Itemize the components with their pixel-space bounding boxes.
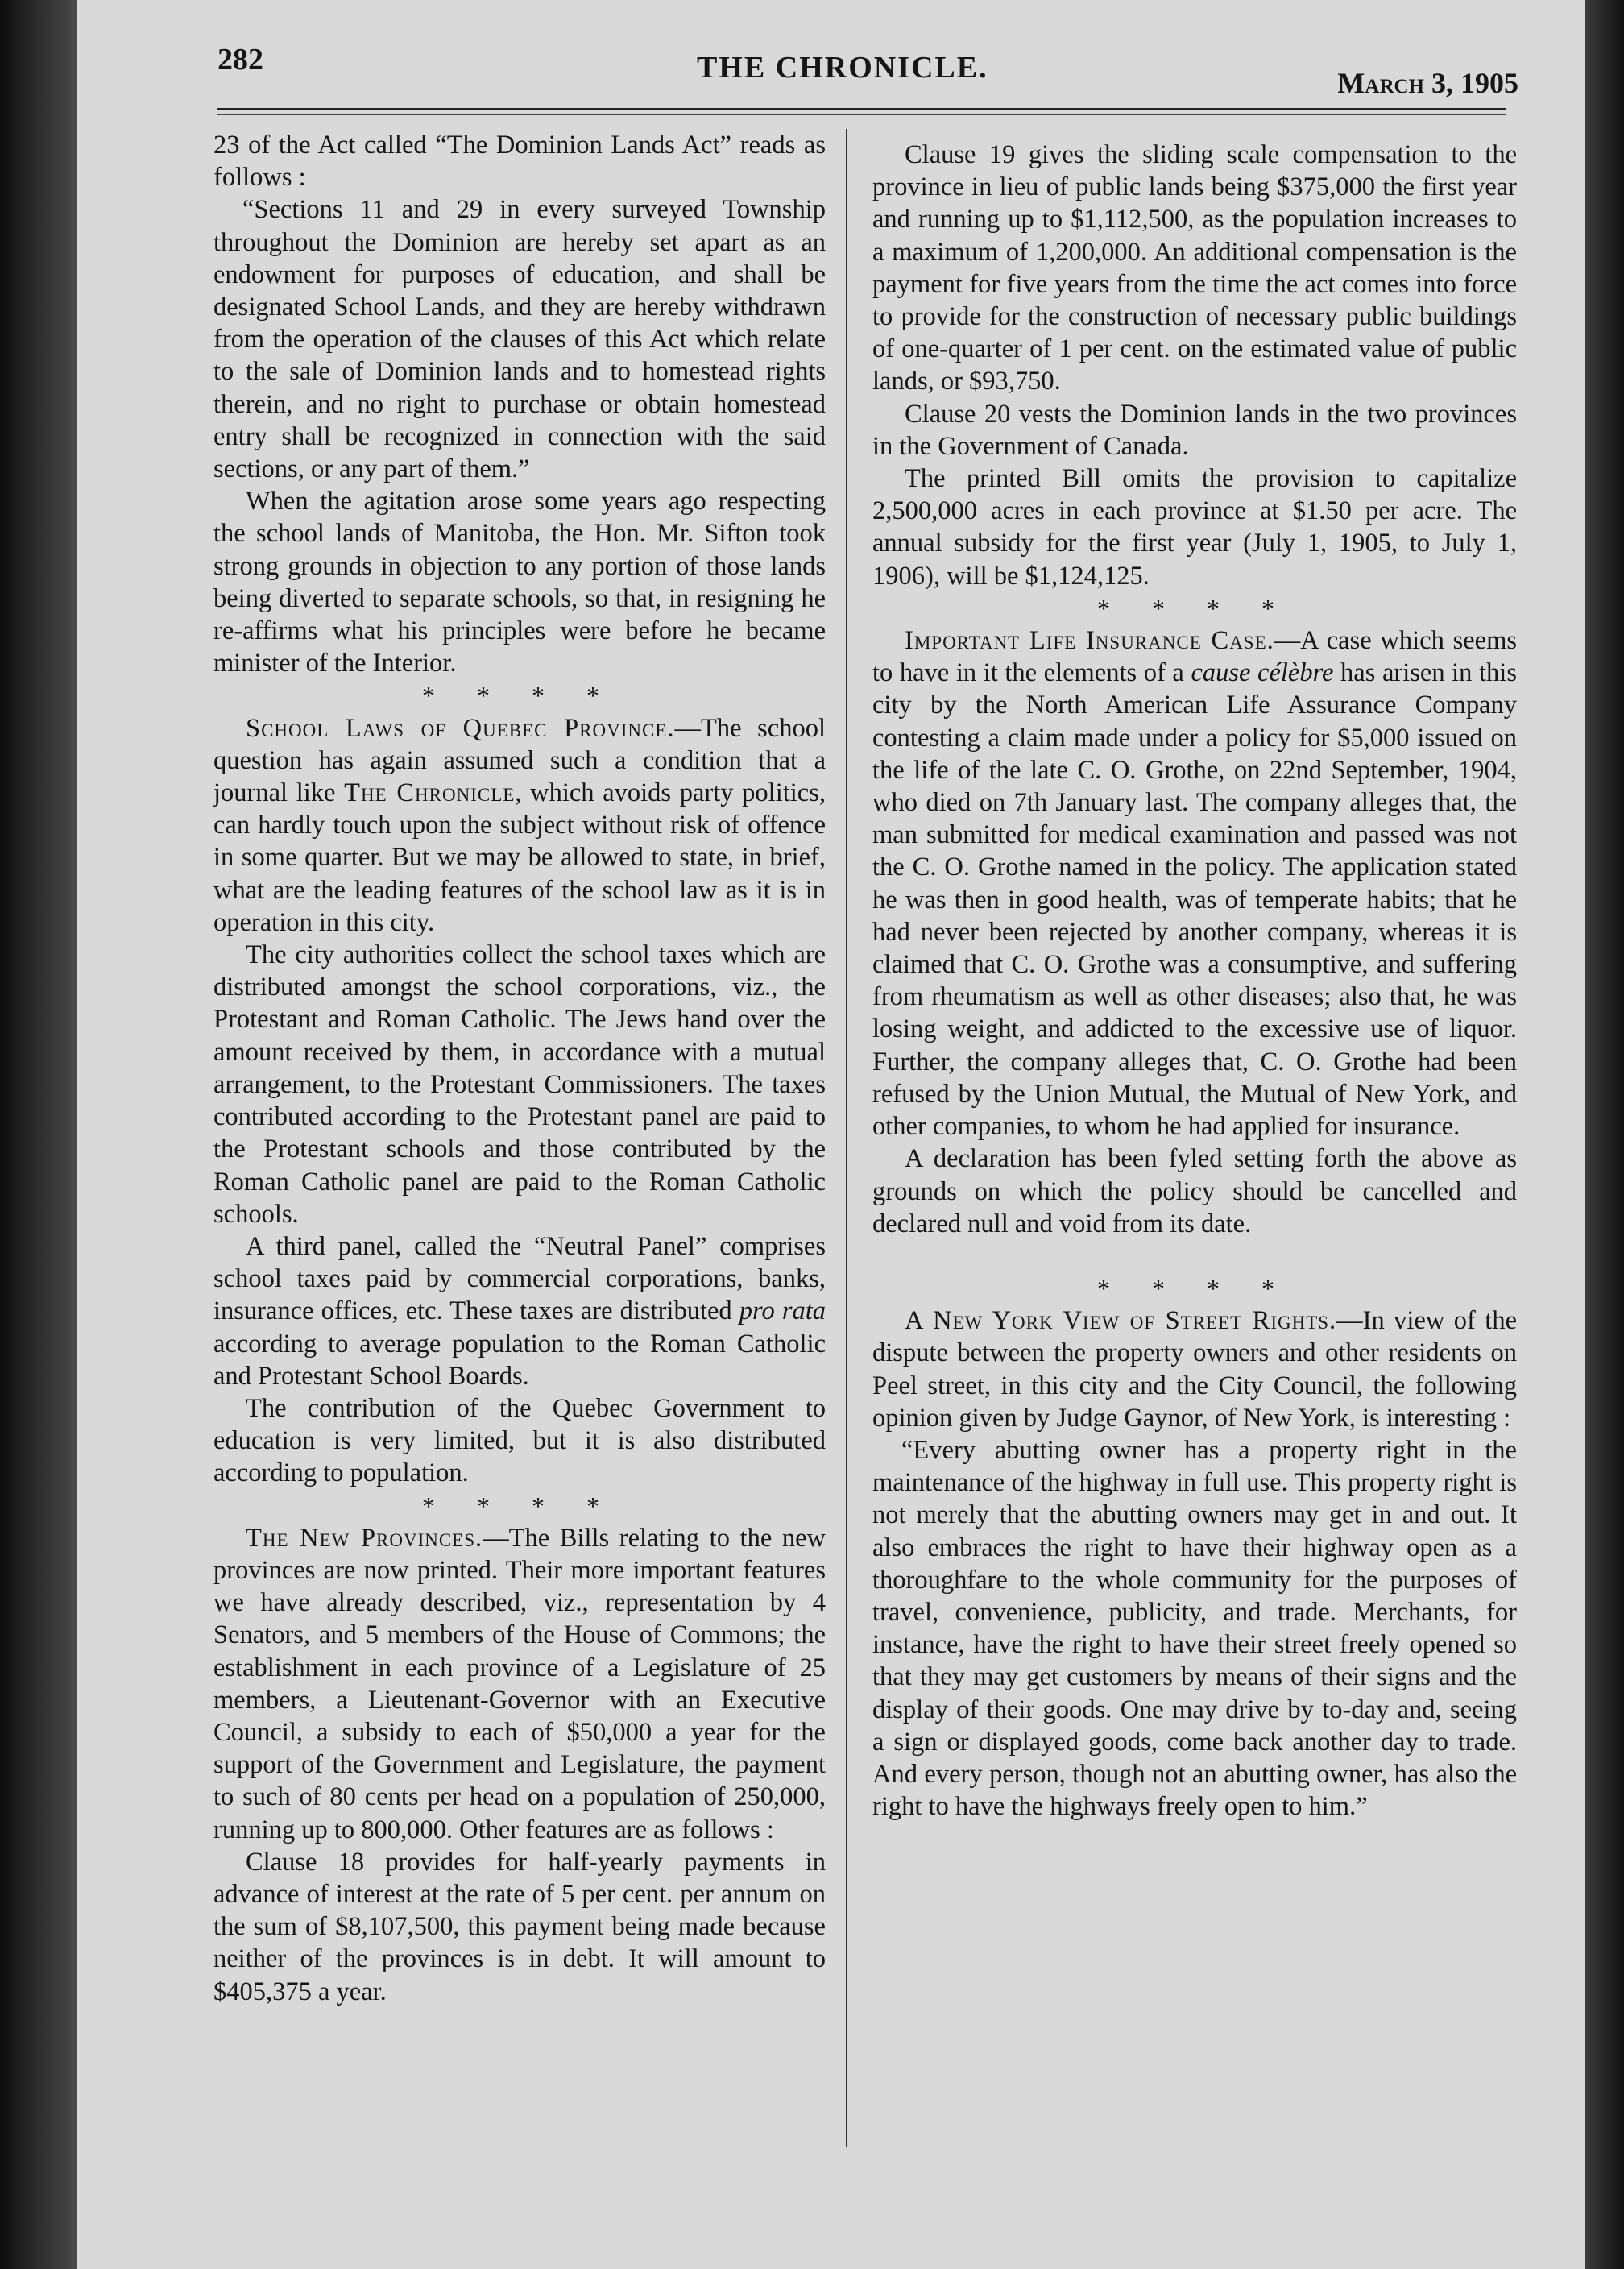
paragraph: The printed Bill omits the provision to capitalize 2,500,000 acres in each province at $1.50 per acre. The annual subsidy for the first year (July 1, 1905, to July 1, 1906), will be $1,124,125. [872, 464, 1517, 591]
newspaper-page [77, 0, 1585, 2269]
italic-phrase: cause célèbre [1191, 658, 1334, 688]
article-new-provinces [213, 1522, 826, 1846]
article-text: —A case which seems to have in it the elements of a [872, 626, 1517, 688]
left-column [213, 129, 826, 2008]
quoted-paragraph: “Sections 11 and 29 in every surveyed Township throughout the Dominion are hereby set apart as an endowment for purposes of education, and shall be designated School Lands, and they are hereby withdrawn from the operation of the clauses of this Act which relate to the sale of Dominion lands and to homestead rights therein, and no right to purchase or obtain homestead entry shall be recognized in connection with the said sections, or any part of them.” [213, 195, 826, 484]
article-text: according to average population to the Roman Catholic and Protestant School Boards. [213, 1329, 826, 1391]
article-heading: A New York View of Street Rights. [905, 1306, 1337, 1336]
journal-name: The Chronicle [344, 778, 516, 808]
publication-title: THE CHRONICLE. [697, 51, 988, 85]
article-text: A third panel, called the “Neutral Panel” comprises school taxes paid by commercial corporations, banks, insurance offices, etc. These taxes are distributed [213, 1231, 826, 1326]
section-divider-stars: * * * * [1097, 593, 1292, 623]
article-heading: School Laws of Quebec Province. [246, 713, 675, 743]
article-text: —The Bills relating to the new provinces are now printed. Their more important features we have already described, viz., representation by 4 Senators, and 5 members of the House of Commons; the establishment in each province of a Legislature of 25 members, a Lieutenant-Governor with an Executive Council, a subsidy to each of $50,000 a year for the support of the Government and Legislature, the payment to such of 80 cents per head on a population of 250,000, running up to 800,000. Other features are as follows : [213, 1523, 826, 1844]
right-column [872, 139, 1517, 1823]
scan-edge-shadow [1585, 0, 1624, 2269]
paragraph: 23 of the Act called “The Dominion Lands Act” reads as follows : [213, 131, 826, 193]
article-school-laws [213, 712, 826, 939]
section-divider-stars: * * * * [1097, 1273, 1292, 1303]
article-street-rights [872, 1305, 1517, 1434]
page-number: 282 [218, 43, 263, 77]
article-text: —In view of the dispute between the property owners and other residents on Peel street, in this city and the City Council, the following opinion given by Judge Gaynor, of New York, is interesting : [872, 1306, 1517, 1433]
page-header [77, 42, 1518, 98]
paragraph: The city authorities collect the school taxes which are distributed amongst the school corporations, viz., the Protestant and Roman Catholic. The Jews hand over the amount received by them, in accordance with a mutual arrangement, to the Protestant Commissioners. The taxes contributed according to the Protestant panel are paid to the Protestant schools and those contributed by the Roman Catholic panel are paid to the Roman Catholic schools. [213, 940, 826, 1229]
article-text: has arisen in this city by the North American Life Assurance Company contesting a claim made under a policy for $5,000 issued on the life of the late C. O. Grothe, on 22nd September, 1904, who died on 7th January last. The company alleges that, the man submitted for medical examination and passed was not the C. O. Grothe named in the policy. The application stated he was then in good health, was of temperate habits; that he had never been rejected by another company, whereas it is claimed that C. O. Grothe was a consumptive, and suffering from rheumatism as well as other diseases; also that, he was losing weight, and addicted to the excessive use of liquor. Further, the company alleges that, C. O. Grothe had been refused by the Union Mutual, the Mutual of New York, and other companies, to whom he had applied for insurance. [872, 658, 1517, 1142]
article-heading: The New Provinces. [246, 1523, 483, 1553]
paragraph [213, 1230, 826, 1392]
paragraph: The contribution of the Quebec Government to education is very limited, but it is also distributed according to population. [213, 1393, 826, 1488]
paragraph: Clause 20 vests the Dominion lands in the two provinces in the Government of Canada. [872, 399, 1517, 461]
paragraph: Clause 18 provides for half-yearly payments in advance of interest at the rate of 5 per cent. per annum on the sum of $8,107,500, this payment being made because neither of the provinces is in debt. It will amount to $405,375 a year. [213, 1847, 826, 2006]
article-heading: Important Life Insurance Case. [905, 626, 1274, 656]
header-rule-thin [218, 114, 1506, 115]
paragraph: A declaration has been fyled setting forth the above as grounds on which the policy should be cancelled and declared null and void from its date. [872, 1144, 1517, 1238]
section-divider-stars: * * * * [422, 1491, 617, 1520]
paragraph: Clause 19 gives the sliding scale compensation to the province in lieu of public lands being $375,000 the first year and running up to $1,112,500, as the population increases to a maximum of 1,200,000. An additional compensation is the payment for five years from the time the act comes into force to provide for the construction of necessary public buildings of one-quarter of 1 per cent. on the estimated value of public lands, or $93,750. [872, 140, 1517, 396]
column-rule [846, 129, 847, 2147]
scan-binding-shadow [0, 0, 77, 2269]
article-life-insurance [872, 624, 1517, 1143]
article-text: , which avoids party politics, can hardly touch upon the subject without risk of offence in some quarter. But we may be allowed to state, in brief, what are the leading features of the school law as it is in operation in this city. [213, 778, 826, 937]
issue-date: March 3, 1905 [1337, 67, 1518, 99]
section-divider-stars: * * * * [422, 681, 617, 711]
paragraph: When the agitation arose some years ago respecting the school lands of Manitoba, the Hon. Mr. Sifton took strong grounds in objection to any portion of those lands being diverted to separate schools, so that, in resigning he re-affirms what his principles were before he became minister of the Interior. [213, 487, 826, 678]
italic-phrase: pro rata [739, 1296, 826, 1326]
quoted-paragraph: “Every abutting owner has a property right in the maintenance of the highway in full use. This property right is not merely that the abutting owners may get in and out. It also embraces the right to have their highway open as a thoroughfare to the whole community for the purposes of travel, convenience, publicity, and trade. Merchants, for instance, have the right to have their street freely opened so that they may get customers by means of their signs and the display of their goods. One may drive by to-day and, seeing a sign or displayed goods, come back another day to trade. And every person, though not an abutting owner, has also the right to have the highways freely open to him.” [872, 1435, 1517, 1822]
header-rule [218, 108, 1506, 110]
article-text: —The school question has again assumed such a condition that a journal like [213, 713, 826, 808]
